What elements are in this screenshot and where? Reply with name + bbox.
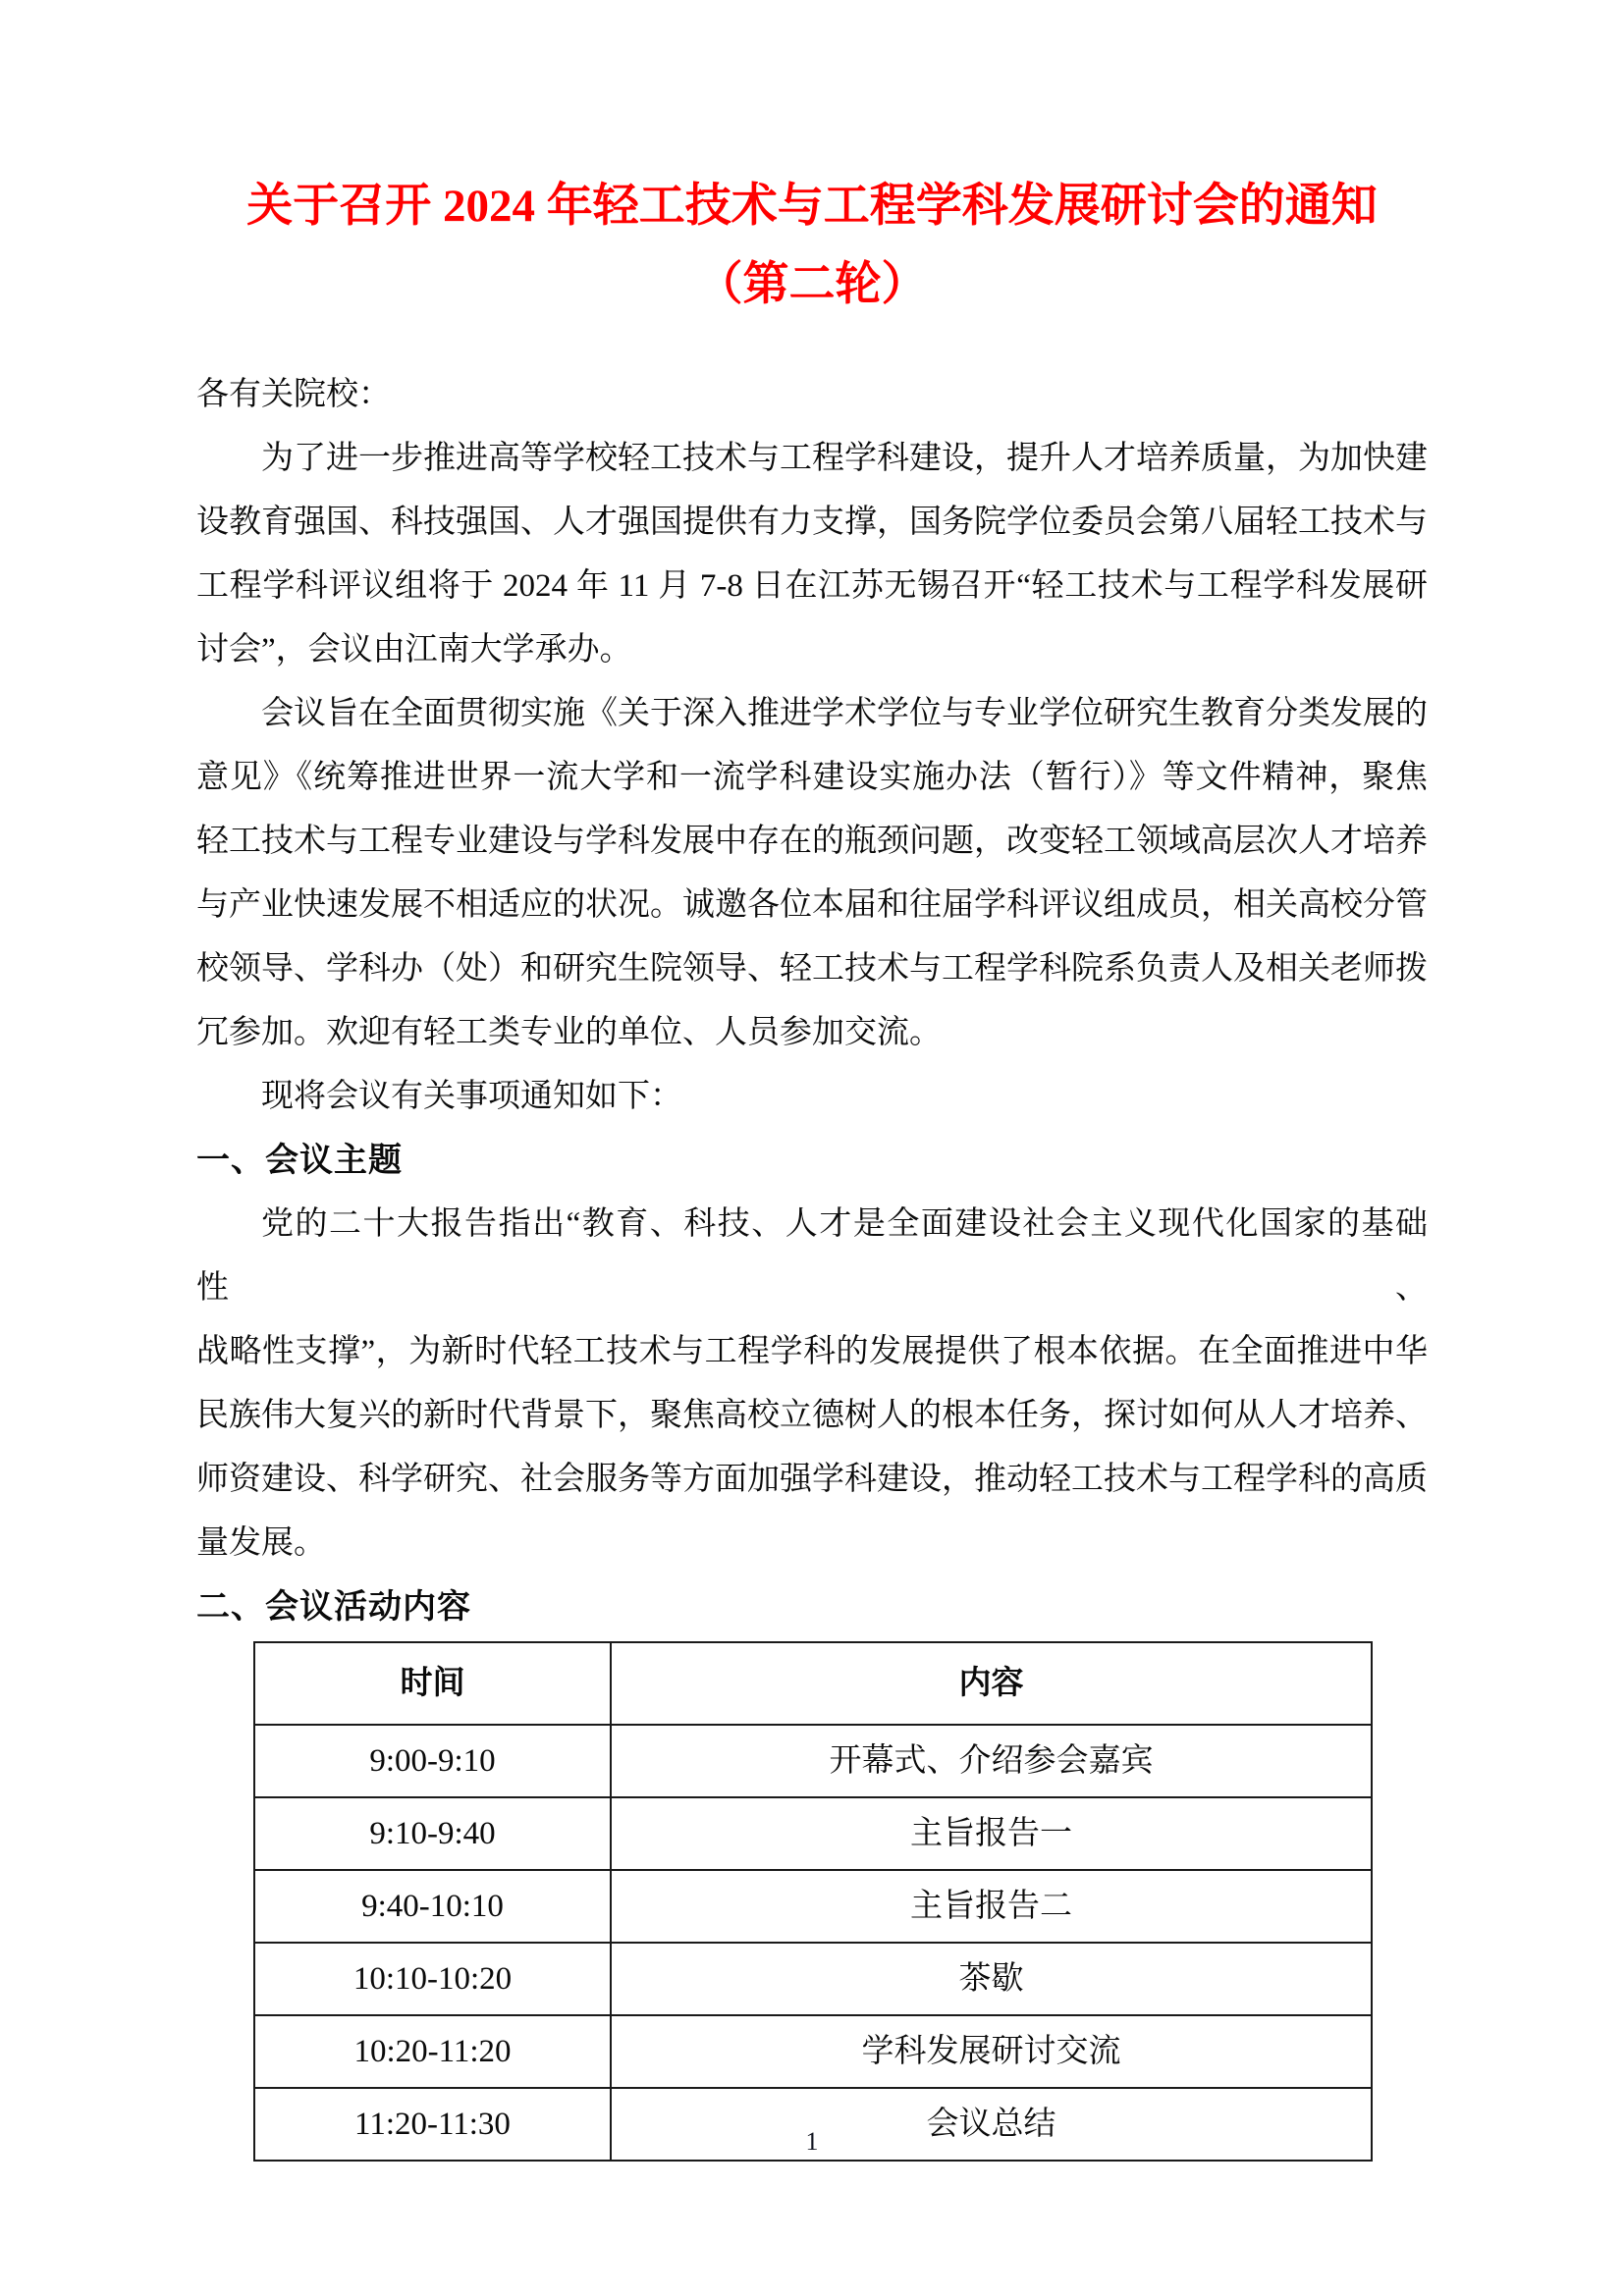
schedule-content-cell: 茶歇 [611,1943,1372,2015]
body-line: 轻工技术与工程专业建设与学科发展中存在的瓶颈问题，改变轻工领域高层次人才培养 [196,824,1428,859]
body-line: 工程学科评议组将于 2024 年 11 月 7-8 日在江苏无锡召开“轻工技术与工程学科发展研 [196,568,1428,604]
schedule-time-cell: 9:00-9:10 [254,1725,611,1797]
table-row [254,1870,1372,1943]
page-number: 1 [805,2127,819,2156]
schedule-header-cell: 内容 [611,1642,1372,1725]
document-body [196,363,1428,2162]
schedule-content-cell: 主旨报告一 [611,1797,1372,1870]
body-line: 冗参加。欢迎有轻工类专业的单位、人员参加交流。 [196,1015,942,1050]
body-line: 校领导、学科办（处）和研究生院领导、轻工技术与工程学科院系负责人及相关老师拨 [196,951,1428,987]
schedule-time-cell: 10:10-10:20 [254,1943,611,2015]
paragraph [196,1193,1428,1575]
body-line: 设教育强国、科技强国、人才强国提供有力支撑，国务院学位委员会第八届轻工技术与 [196,505,1428,540]
body-line: 量发展。 [196,1525,326,1561]
document-subtitle: （第二轮） [696,259,928,310]
body-line: 党的二十大报告指出“教育、科技、人才是全面建设社会主义现代化国家的基础性、 [196,1206,1428,1306]
body-line: 战略性支撑”，为新时代轻工技术与工程学科的发展提供了根本依据。在全面推进中华 [196,1334,1428,1369]
schedule-content-cell: 开幕式、介绍参会嘉宾 [611,1725,1372,1797]
section-heading: 一、会议主题 [196,1142,403,1179]
table-row [254,2015,1372,2088]
table-row [254,1725,1372,1797]
body-line: 民族伟大复兴的新时代背景下，聚焦高校立德树人的根本任务，探讨如何从人才培养、 [196,1398,1428,1433]
body-line: 现将会议有关事项通知如下： [261,1079,682,1114]
body-line: 意见》《统筹推进世界一流大学和一流学科建设实施办法（暂行）》等文件精神，聚焦 [196,760,1428,795]
table-header-row [254,1642,1372,1725]
body-line: 为了进一步推进高等学校轻工技术与工程学科建设，提升人才培养质量，为加快建 [261,441,1428,476]
paragraph [196,427,1428,682]
body-line: 与产业快速发展不相适应的状况。诚邀各位本届和往届学科评议组成员，相关高校分管 [196,887,1428,923]
schedule-time-cell: 9:10-9:40 [254,1797,611,1870]
body-line: 各有关院校： [196,377,391,412]
schedule-content-cell: 会议总结 [611,2088,1372,2161]
schedule-table [253,1641,1373,2162]
section-heading: 二、会议活动内容 [196,1588,471,1626]
table-row [254,1943,1372,2015]
body-line: 讨会”，会议由江南大学承办。 [196,632,632,667]
schedule-time-cell: 11:20-11:30 [254,2088,611,2161]
schedule-time-cell: 10:20-11:20 [254,2015,611,2088]
schedule-content-cell: 学科发展研讨交流 [611,2015,1372,2088]
schedule-header-cell: 时间 [254,1642,611,1725]
paragraph [196,363,1428,427]
document-title: 关于召开 2024 年轻工技术与工程学科发展研讨会的通知 [246,181,1378,232]
body-line: 会议旨在全面贯彻实施《关于深入推进学术学位与专业学位研究生教育分类发展的 [261,696,1428,731]
table-row [254,1797,1372,1870]
schedule-time-cell: 9:40-10:10 [254,1870,611,1943]
schedule-content-cell: 主旨报告二 [611,1870,1372,1943]
paragraph [196,1065,1428,1129]
body-line: 师资建设、科学研究、社会服务等方面加强学科建设，推动轻工技术与工程学科的高质 [196,1462,1428,1497]
paragraph [196,682,1428,1065]
